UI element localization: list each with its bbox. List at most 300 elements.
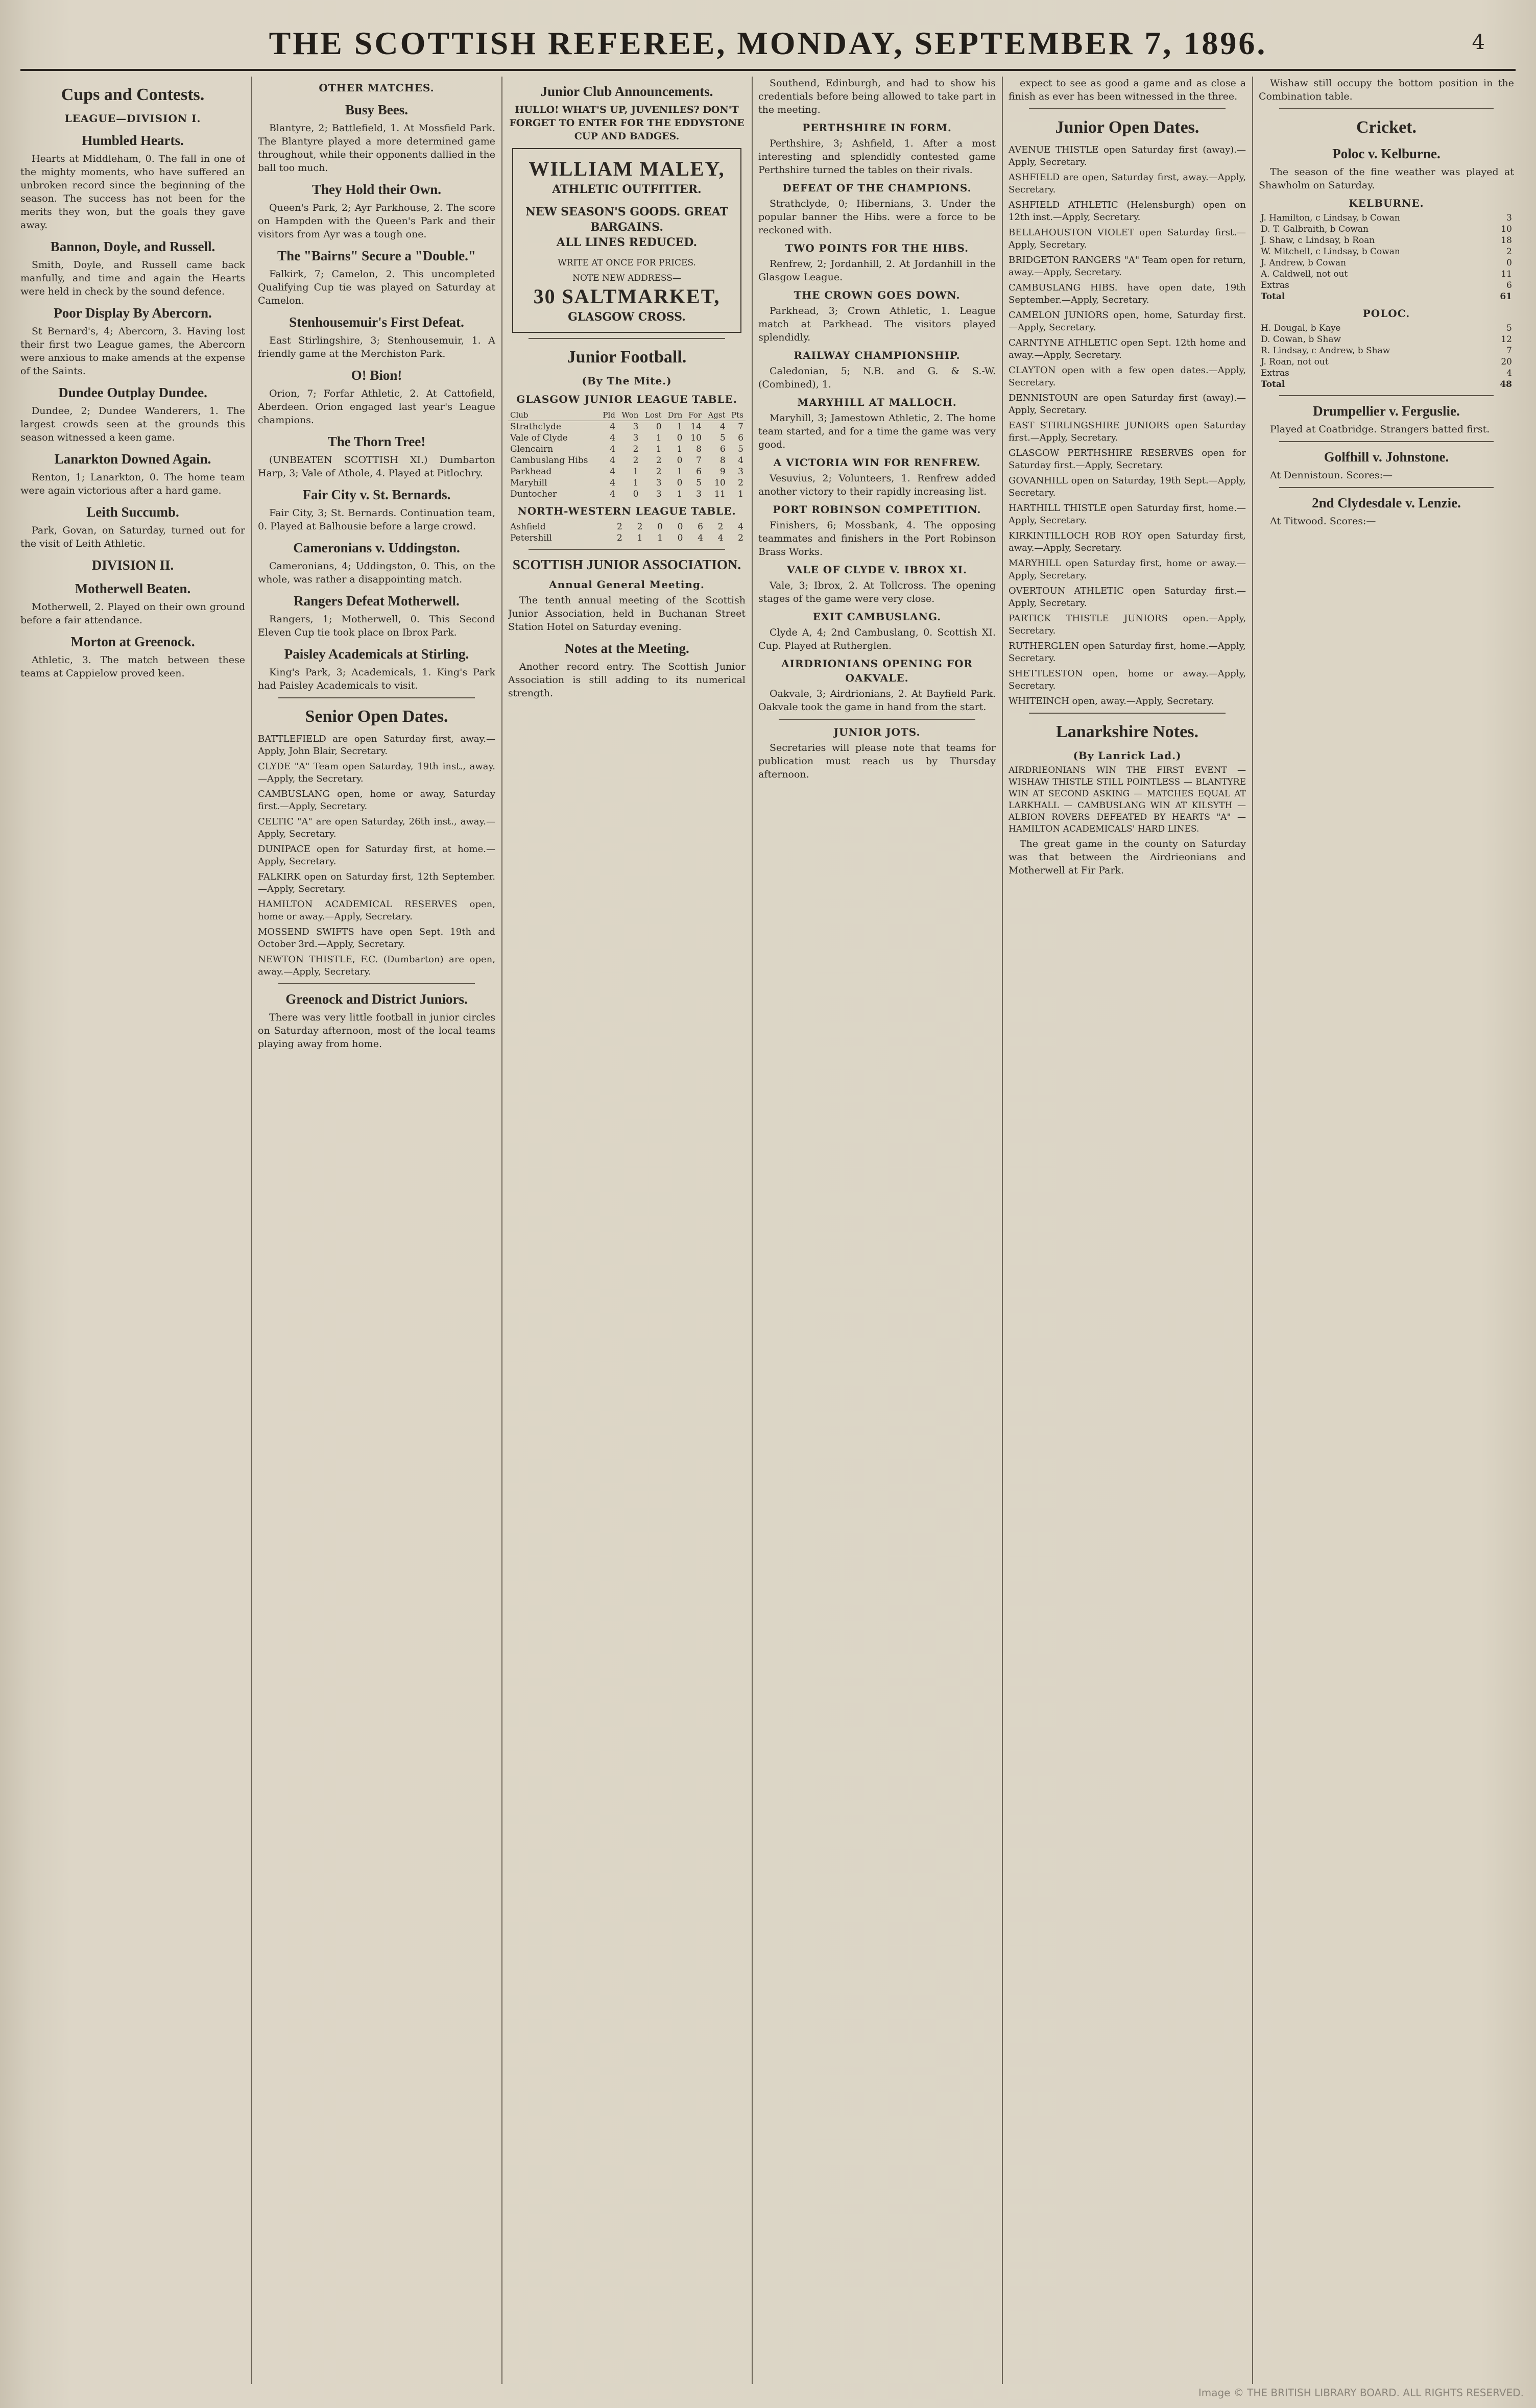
table-header-cell: Agst — [704, 409, 728, 421]
score-cell: J. Shaw, c Lindsay, b Roan — [1261, 235, 1375, 246]
column-1 — [20, 77, 245, 2384]
open-date-entry: DUNIPACE open for Saturday first, at home.—Apply, Secretary. — [258, 844, 495, 867]
column-rule — [501, 77, 502, 2384]
divider — [529, 549, 725, 550]
golf-text: At Dennistoun. Scores:— — [1270, 470, 1393, 481]
article-heading: Humbled Hearts. — [82, 133, 184, 148]
column-2 — [258, 77, 495, 2384]
table-cell: 3 — [656, 489, 662, 499]
intro-text: Wishaw still occupy the bottom position in the Combination table. — [1259, 78, 1514, 102]
table-row — [508, 432, 746, 444]
section-heading: AIRDRIONIANS OPENING FOR OAKVALE. — [781, 658, 973, 684]
score-cell: 6 — [1506, 280, 1512, 290]
column-6 — [1259, 77, 1514, 2384]
article-text: East Stirlingshire, 3; Stenhousemuir, 1. A friendly game at the Merchiston Park. — [258, 335, 495, 359]
section-heading: TWO POINTS FOR THE HIBS. — [785, 242, 969, 254]
score-cell: 2 — [1506, 247, 1512, 257]
table-cell: 0 — [677, 522, 683, 532]
assoc-heading: SCOTTISH JUNIOR ASSOCIATION. — [512, 557, 741, 572]
table-cell: 2 — [633, 444, 639, 454]
table-row — [508, 444, 746, 455]
column-5 — [1009, 77, 1246, 2384]
open-date-entry: DENNISTOUN are open Saturday first (away).—Apply, Secretary. — [1009, 393, 1246, 416]
clyde-text: At Titwood. Scores:— — [1270, 516, 1376, 527]
greenock-text: There was very little football in junior circles on Saturday afternoon, most of the local teams playing away from home. — [258, 1012, 495, 1050]
cricket-heading: Cricket. — [1356, 118, 1417, 137]
table-cell: 1 — [738, 489, 743, 499]
score-cell: 12 — [1501, 334, 1512, 345]
score-total-row — [1259, 291, 1514, 302]
junior-open-dates — [1009, 144, 1246, 708]
score-cell: 7 — [1506, 346, 1512, 356]
score-cell: D. Cowan, b Shaw — [1261, 334, 1341, 345]
score-cell: 4 — [1506, 368, 1512, 378]
article-text: Strathclyde, 0; Hibernians, 3. Under the popular banner the Hibs. were a force to be reckoned with. — [758, 198, 996, 236]
table-cell: 5 — [738, 444, 743, 454]
divider — [1279, 441, 1494, 442]
open-date-entry: GLASGOW PERTHSHIRE RESERVES open for Saturday first.—Apply, Secretary. — [1009, 448, 1246, 471]
open-date-entry: RUTHERGLEN open Saturday first, home.—Apply, Secretary. — [1009, 641, 1246, 664]
table-cell: 2 — [637, 522, 643, 532]
senior-dates-heading: Senior Open Dates. — [305, 707, 448, 726]
score-cell: 61 — [1500, 291, 1512, 302]
table-cell: 1 — [633, 467, 639, 477]
table-cell: 7 — [738, 422, 743, 432]
table-cell: 1 — [677, 444, 683, 454]
divider — [529, 338, 725, 339]
table-cell: 0 — [677, 455, 683, 466]
score-row — [1259, 368, 1514, 379]
table-cell: 3 — [738, 467, 743, 477]
article-heading: Busy Bees. — [345, 102, 409, 117]
article-text: King's Park, 3; Academicals, 1. King's Park had Paisley Academicals to visit. — [258, 667, 495, 691]
masthead-rule — [20, 69, 1516, 71]
article-text: Perthshire, 3; Ashfield, 1. After a most interesting and splendidly contested game Perthshire turned the tables on their rivals. — [758, 138, 996, 176]
article-text: Fair City, 3; St. Bernards. Continuation team, 0. Played at Balhousie before a large crowd. — [258, 507, 495, 532]
col2-articles — [258, 101, 495, 692]
score-cell: 10 — [1501, 224, 1512, 234]
score-row — [1259, 235, 1514, 246]
notes-heading: Notes at the Meeting. — [564, 641, 689, 656]
table-cell: Ashfield — [510, 522, 546, 532]
table-row — [508, 477, 746, 489]
score-cell: Extras — [1261, 368, 1289, 378]
open-date-entry: NEWTON THISTLE, F.C. (Dumbarton) are open, away.—Apply, Secretary. — [258, 954, 495, 977]
kelburne-scorecard — [1259, 212, 1514, 302]
article-text: Clyde A, 4; 2nd Cambuslang, 0. Scottish XI. Cup. Played at Rutherglen. — [758, 627, 996, 651]
section-heading: EXIT CAMBUSLANG. — [812, 611, 942, 623]
table-row — [508, 455, 746, 466]
section-heading: PORT ROBINSON COMPETITION. — [773, 503, 981, 516]
ad-name: WILLIAM MALEY, — [529, 157, 725, 180]
golf-heading: Golfhill v. Johnstone. — [1324, 449, 1449, 465]
score-row — [1259, 280, 1514, 291]
score-cell: D. T. Galbraith, b Cowan — [1261, 224, 1369, 234]
article-text: Cameronians, 4; Uddingston, 0. This, on the whole, was rather a disappointing match. — [258, 561, 495, 585]
section-heading: THE CROWN GOES DOWN. — [794, 289, 961, 301]
open-date-entry: CAMELON JUNIORS open, home, Saturday first.—Apply, Secretary. — [1009, 310, 1246, 333]
ad-line: ALL LINES REDUCED. — [556, 236, 698, 249]
assoc-text: The tenth annual meeting of the Scottish Junior Association, held in Buchanan Street Station Hotel on Saturday evening. — [508, 595, 746, 633]
table-cell: 11 — [714, 489, 726, 499]
byline: (By Lanrick Lad.) — [1073, 749, 1182, 762]
table-cell: 2 — [656, 455, 662, 466]
table-cell: Cambuslang Hibs — [510, 455, 588, 466]
table-cell: 4 — [738, 455, 743, 466]
divider — [1279, 108, 1494, 109]
table-cell: 4 — [738, 522, 743, 532]
article-heading: DIVISION II. — [91, 557, 174, 573]
score-cell: 0 — [1506, 258, 1512, 268]
divider — [278, 697, 475, 698]
article-text: Parkhead, 3; Crown Athletic, 1. League match at Parkhead. The visitors played splendidly. — [758, 305, 996, 343]
table-cell: Glencairn — [510, 444, 554, 454]
divider — [1279, 395, 1494, 396]
ad-address: 30 SALTMARKET, — [533, 285, 721, 308]
divider — [278, 983, 475, 984]
open-date-entry: BATTLEFIELD are open Saturday first, away.—Apply, John Blair, Secretary. — [258, 734, 495, 757]
score-row — [1259, 212, 1514, 224]
section-heading: MARYHILL AT MALLOCH. — [797, 396, 957, 408]
cricket-match: Poloc v. Kelburne. — [1332, 146, 1441, 161]
open-date-entry: CELTIC "A" are open Saturday, 26th inst., away.—Apply, Secretary. — [258, 816, 495, 839]
section-heading: PERTHSHIRE IN FORM. — [802, 121, 952, 134]
intro-text: expect to see as good a game and as close a finish as ever has been witnessed in the three. — [1009, 78, 1246, 102]
lanark-headline: AIRDRIEONIANS WIN THE FIRST EVENT — WISHAW THISTLE STILL POINTLESS — BLANTYRE WIN AT SECOND ASKING — MATCHES EQUAL AT LARKHALL — CAMBUSLANG WIN AT KILSYTH — ALBION ROVERS DEFEATED BY HEARTS "A" — HAMILTON ACADEMICALS' HARD LINES. — [1009, 765, 1246, 834]
table-cell: 3 — [696, 489, 702, 499]
score-cell: Total — [1261, 291, 1285, 302]
score-cell: 5 — [1506, 323, 1512, 333]
open-date-entry: ASHFIELD are open, Saturday first, away.—Apply, Secretary. — [1009, 172, 1246, 195]
table-cell: 3 — [633, 433, 639, 443]
nw-table-title: NORTH-WESTERN LEAGUE TABLE. — [517, 505, 736, 517]
junior-dates-heading: Junior Open Dates. — [1055, 118, 1199, 137]
table-cell: 6 — [696, 467, 702, 477]
table-cell: 7 — [696, 455, 702, 466]
table-cell: 4 — [610, 489, 615, 499]
table-cell: 0 — [657, 522, 663, 532]
table-row — [508, 532, 746, 544]
table-cell: 1 — [637, 533, 643, 543]
article-heading: Paisley Academicals at Stirling. — [284, 646, 469, 662]
drum-text: Played at Coatbridge. Strangers batted first. — [1270, 424, 1490, 435]
table-cell: 5 — [696, 478, 702, 488]
score-cell: 48 — [1500, 379, 1512, 390]
score-row — [1259, 356, 1514, 368]
article-text: St Bernard's, 4; Abercorn, 3. Having lost their first two League games, the Abercorn were anxious to make amends at the expense of the Saints. — [20, 326, 245, 377]
table-cell: 2 — [617, 522, 622, 532]
section-heading: DEFEAT OF THE CHAMPIONS. — [782, 182, 972, 194]
open-date-entry: BRIDGETON RANGERS "A" Team open for return, away.—Apply, Secretary. — [1009, 255, 1246, 278]
column-rule — [251, 77, 252, 2384]
article-text: Dundee, 2; Dundee Wanderers, 1. The largest crowds seen at the grounds this season witnessed a keen game. — [20, 405, 245, 443]
score-row — [1259, 257, 1514, 269]
article-heading: Bannon, Doyle, and Russell. — [50, 239, 215, 254]
image-credit: Image © THE BRITISH LIBRARY BOARD. ALL RIGHTS RESERVED. — [1198, 2387, 1524, 2399]
score-total-row — [1259, 379, 1514, 390]
table-cell: 1 — [656, 444, 662, 454]
table-header-cell: Won — [617, 409, 641, 421]
article-heading: They Hold their Own. — [311, 182, 442, 197]
table-header-cell: Drn — [664, 409, 685, 421]
divider — [1029, 713, 1226, 714]
table-cell: 1 — [677, 467, 683, 477]
table-header-cell: Pts — [728, 409, 746, 421]
table-cell: 1 — [657, 533, 663, 543]
table-cell: 6 — [738, 433, 743, 443]
table-cell: 2 — [717, 522, 724, 532]
open-date-entry: MOSSEND SWIFTS have open Sept. 19th and October 3rd.—Apply, Secretary. — [258, 927, 495, 950]
table-cell: Maryhill — [510, 478, 547, 488]
article-heading: The Thorn Tree! — [327, 434, 426, 449]
table-cell: 14 — [690, 422, 702, 432]
league-table-title: GLASGOW JUNIOR LEAGUE TABLE. — [516, 393, 737, 405]
cricket-text: The season of the fine weather was played at Shawholm on Saturday. — [1259, 166, 1514, 191]
score-row — [1259, 224, 1514, 235]
table-cell: 4 — [610, 455, 615, 466]
score-cell: J. Roan, not out — [1261, 357, 1329, 367]
table-cell: 3 — [656, 478, 662, 488]
table-cell: 2 — [738, 478, 743, 488]
ad-line: WRITE AT ONCE FOR PRICES. — [558, 258, 696, 268]
score-cell: A. Caldwell, not out — [1261, 269, 1348, 279]
score-row — [1259, 345, 1514, 356]
col1-articles — [20, 132, 245, 680]
column-4 — [758, 77, 996, 2384]
ad-line: NOTE NEW ADDRESS— — [572, 273, 681, 283]
open-date-entry: CAMBUSLANG open, home or away, Saturday first.—Apply, Secretary. — [258, 789, 495, 812]
table-cell: 0 — [677, 433, 683, 443]
article-text: Blantyre, 2; Battlefield, 1. At Mossfield Park. The Blantyre played a more determined game throughout, while their opponents dallied in the ball too much. — [258, 123, 495, 174]
league-division-heading: LEAGUE—DIVISION I. — [64, 112, 201, 125]
glasgow-league-table — [508, 409, 746, 500]
page-mark: 4 — [1472, 31, 1485, 54]
masthead — [20, 20, 1516, 66]
table-row — [508, 466, 746, 477]
table-cell: 6 — [719, 444, 726, 454]
ad-line: ATHLETIC OUTFITTER. — [552, 183, 702, 196]
byline: (By The Mite.) — [582, 375, 672, 387]
divider — [1279, 487, 1494, 488]
junior-football-heading: Junior Football. — [567, 348, 687, 367]
notes-text: Another record entry. The Scottish Junior Association is still adding to its numerical strength. — [508, 661, 746, 699]
article-heading: The "Bairns" Secure a "Double." — [277, 248, 476, 263]
article-heading: Cameronians v. Uddingston. — [293, 540, 460, 555]
open-date-entry: OVERTOUN ATHLETIC open Saturday first.—Apply, Secretary. — [1009, 586, 1246, 609]
table-cell: 5 — [719, 433, 726, 443]
open-date-entry: AVENUE THISTLE open Saturday first (away).—Apply, Secretary. — [1009, 144, 1246, 167]
table-cell: Duntocher — [510, 489, 557, 499]
open-date-entry: SHETTLESTON open, home or away.—Apply, Secretary. — [1009, 668, 1246, 691]
score-cell: H. Dougal, b Kaye — [1261, 323, 1341, 333]
lanark-heading: Lanarkshire Notes. — [1056, 722, 1198, 741]
article-heading: O! Bion! — [351, 368, 402, 383]
open-date-entry: EAST STIRLINGSHIRE JUNIORS open Saturday first.—Apply, Secretary. — [1009, 420, 1246, 443]
article-text: Vesuvius, 2; Volunteers, 1. Renfrew added another victory to their rapidly increasing list. — [758, 473, 996, 497]
greenock-heading: Greenock and District Juniors. — [285, 991, 468, 1007]
section-heading: A VICTORIA WIN FOR RENFREW. — [773, 456, 981, 469]
team-heading: POLOC. — [1362, 307, 1410, 320]
maley-advertisement — [512, 148, 741, 333]
open-date-entry: MARYHILL open Saturday first, home or away.—Apply, Secretary. — [1009, 558, 1246, 581]
score-row — [1259, 246, 1514, 257]
score-cell: J. Andrew, b Cowan — [1261, 258, 1347, 268]
article-heading: Leith Succumb. — [86, 504, 179, 520]
cups-heading: Cups and Contests. — [61, 85, 205, 104]
article-heading: Fair City v. St. Bernards. — [302, 487, 451, 502]
senior-open-dates — [258, 733, 495, 978]
column-rule — [1002, 77, 1003, 2384]
open-date-entry: CARNTYNE ATHLETIC open Sept. 12th home and away.—Apply, Secretary. — [1009, 337, 1246, 360]
article-heading: Lanarkton Downed Again. — [54, 451, 211, 467]
score-cell: 11 — [1501, 269, 1512, 279]
score-cell: 18 — [1501, 235, 1512, 246]
divider — [779, 719, 975, 720]
article-text: Vale, 3; Ibrox, 2. At Tollcross. The opening stages of the game were very close. — [758, 580, 996, 604]
open-date-entry: BELLAHOUSTON VIOLET open Saturday first.—Apply, Secretary. — [1009, 227, 1246, 250]
score-cell: 3 — [1506, 213, 1512, 223]
column-rule — [1252, 77, 1253, 2384]
score-row — [1259, 334, 1514, 345]
ad-city: GLASGOW CROSS. — [568, 310, 686, 324]
article-heading: Stenhousemuir's First Defeat. — [289, 314, 464, 330]
score-cell: Total — [1261, 379, 1285, 390]
drum-heading: Drumpellier v. Ferguslie. — [1313, 403, 1460, 419]
table-header-cell: Pld — [599, 409, 617, 421]
table-cell: 4 — [717, 533, 724, 543]
table-cell: 1 — [677, 422, 683, 432]
article-text: Queen's Park, 2; Ayr Parkhouse, 2. The score on Hampden with the Queen's Park and their visitors from Ayr was a tough one. — [258, 202, 495, 240]
table-cell: 4 — [610, 478, 615, 488]
article-text: Hearts at Middleham, 0. The fall in one of the mighty moments, who have suffered an unbroken record since the beginning of the season. The success has not been for the merits they won, but the goals they gave away. — [20, 153, 245, 231]
article-text: Oakvale, 3; Airdrionians, 2. At Bayfield Park. Oakvale took the game in hand from the start. — [758, 688, 996, 713]
open-date-entry: CLAYTON open with a few open dates.—Apply, Secretary. — [1009, 365, 1246, 388]
score-cell: 20 — [1501, 357, 1512, 367]
table-cell: 4 — [719, 422, 726, 432]
table-cell: 4 — [610, 433, 615, 443]
table-cell: 1 — [656, 433, 662, 443]
table-row — [508, 421, 746, 433]
clyde-heading: 2nd Clydesdale v. Lenzie. — [1312, 495, 1461, 510]
open-date-entry: HARTHILL THISTLE open Saturday first, home.—Apply, Secretary. — [1009, 503, 1246, 526]
article-text: (UNBEATEN SCOTTISH XI.) Dumbarton Harp, 3; Vale of Athole, 4. Played at Pitlochry. — [258, 454, 495, 479]
section-heading: VALE OF CLYDE V. IBROX XI. — [786, 564, 968, 576]
column-rule — [752, 77, 753, 2384]
table-row — [508, 521, 746, 532]
table-cell: 2 — [656, 467, 662, 477]
table-cell: 4 — [610, 422, 615, 432]
team-heading: KELBURNE. — [1349, 197, 1424, 209]
other-matches-heading: OTHER MATCHES. — [319, 82, 435, 94]
open-date-entry: GOVANHILL open on Saturday, 19th Sept.—Apply, Secretary. — [1009, 475, 1246, 498]
article-text: Motherwell, 2. Played on their own ground before a fair attendance. — [20, 601, 245, 626]
table-cell: 0 — [677, 478, 683, 488]
open-date-entry: KIRKINTILLOCH ROB ROY open Saturday first, away.—Apply, Secretary. — [1009, 530, 1246, 553]
intro-text: Southend, Edinburgh, and had to show his credentials before being allowed to take part in the meeting. — [758, 78, 996, 115]
article-text: Secretaries will please note that teams for publication must reach us by Thursday afternoon. — [758, 742, 996, 780]
table-cell: 0 — [633, 489, 639, 499]
article-text: Orion, 7; Forfar Athletic, 2. At Cattofield, Aberdeen. Orion engaged last year's League champions. — [258, 388, 495, 426]
table-cell: Strathclyde — [510, 422, 562, 432]
article-text: Caledonian, 5; N.B. and G. & S.-W. (Combined), 1. — [758, 366, 996, 390]
table-cell: 6 — [698, 522, 703, 532]
article-text: Renfrew, 2; Jordanhill, 2. At Jordanhill in the Glasgow League. — [758, 258, 996, 283]
open-date-entry: ASHFIELD ATHLETIC (Helensburgh) open on 12th inst.—Apply, Secretary. — [1009, 200, 1246, 223]
table-cell: 1 — [677, 489, 683, 499]
page-title: THE SCOTTISH REFEREE, MONDAY, SEPTEMBER 7, 1896. — [269, 25, 1267, 61]
ad-line: NEW SEASON'S GOODS. GREAT BARGAINS. — [525, 205, 729, 234]
article-heading: Morton at Greenock. — [70, 634, 195, 649]
table-cell: 0 — [656, 422, 662, 432]
article-text: Finishers, 6; Mossbank, 4. The opposing teammates and finishers in the Port Robinson Brass Works. — [758, 520, 996, 557]
score-row — [1259, 269, 1514, 280]
open-date-entry: CLYDE "A" Team open Saturday, 19th inst., away.—Apply, the Secretary. — [258, 761, 495, 784]
lanark-text: The great game in the county on Saturday was that between the Airdrieonians and Motherwell at Fir Park. — [1009, 838, 1246, 876]
score-cell: J. Hamilton, c Lindsay, b Cowan — [1261, 213, 1400, 223]
open-date-entry: WHITEINCH open, away.—Apply, Secretary. — [1009, 696, 1214, 707]
table-cell: Parkhead — [510, 467, 552, 477]
open-date-entry: FALKIRK open on Saturday first, 12th September.—Apply, Secretary. — [258, 871, 495, 894]
article-text: Renton, 1; Lanarkton, 0. The home team were again victorious after a hard game. — [20, 472, 245, 496]
table-cell: 8 — [719, 455, 726, 466]
table-header-cell: For — [684, 409, 703, 421]
article-heading: Rangers Defeat Motherwell. — [294, 593, 460, 609]
score-cell: W. Mitchell, c Lindsay, b Cowan — [1261, 247, 1400, 257]
article-text: Athletic, 3. The match between these teams at Cappielow proved keen. — [20, 654, 245, 679]
column-3 — [508, 77, 746, 2384]
table-cell: 4 — [610, 467, 615, 477]
divider — [1029, 108, 1226, 109]
score-cell: R. Lindsay, c Andrew, b Shaw — [1261, 346, 1390, 356]
article-text: Falkirk, 7; Camelon, 2. This uncompleted Qualifying Cup tie was played on Saturday at Camelon. — [258, 269, 495, 306]
table-cell: 2 — [617, 533, 622, 543]
table-header-cell: Lost — [640, 409, 663, 421]
table-cell: 1 — [633, 478, 639, 488]
article-text: Park, Govan, on Saturday, turned out for the visit of Leith Athletic. — [20, 525, 245, 549]
open-date-entry: CAMBUSLANG HIBS. have open date, 19th September.—Apply, Secretary. — [1009, 282, 1246, 305]
table-cell: Petershill — [510, 533, 552, 543]
table-cell: 2 — [633, 455, 639, 466]
junior-club-heading: Junior Club Announcements. — [540, 84, 713, 99]
open-date-entry: PARTICK THISTLE JUNIORS open.—Apply, Secretary. — [1009, 613, 1246, 636]
article-text: Smith, Doyle, and Russell came back manfully, and time and again the Hearts were held in check by the sound defence. — [20, 259, 245, 297]
article-heading: Dundee Outplay Dundee. — [58, 385, 207, 400]
nw-league-table — [508, 521, 746, 544]
table-cell: 0 — [677, 533, 683, 543]
section-heading: RAILWAY CHAMPIONSHIP. — [794, 349, 961, 361]
score-cell: Extras — [1261, 280, 1289, 290]
table-cell: Vale of Clyde — [510, 433, 568, 443]
juvenile-notice: HULLO! WHAT'S UP, JUVENILES? DON'T FORGET TO ENTER FOR THE EDDYSTONE CUP AND BADGES. — [509, 104, 745, 142]
table-cell: 10 — [690, 433, 702, 443]
score-row — [1259, 323, 1514, 334]
table-header-cell: Club — [508, 409, 599, 421]
table-cell: 4 — [610, 444, 615, 454]
article-text: Maryhill, 3; Jamestown Athletic, 2. The home team started, and for a time the game was very good. — [758, 412, 996, 450]
article-heading: Motherwell Beaten. — [75, 581, 191, 596]
table-cell: 8 — [696, 444, 702, 454]
poloc-scorecard — [1259, 323, 1514, 390]
assoc-subheading: Annual General Meeting. — [549, 578, 705, 591]
article-heading: Poor Display By Abercorn. — [54, 305, 212, 321]
table-cell: 9 — [719, 467, 726, 477]
table-cell: 4 — [698, 533, 703, 543]
table-cell: 2 — [738, 533, 743, 543]
article-text: Rangers, 1; Motherwell, 0. This Second Eleven Cup tie took place on Ibrox Park. — [258, 614, 495, 638]
section-heading: JUNIOR JOTS. — [833, 726, 921, 738]
open-date-entry: HAMILTON ACADEMICAL RESERVES open, home or away.—Apply, Secretary. — [258, 899, 495, 922]
table-cell: 10 — [714, 478, 726, 488]
